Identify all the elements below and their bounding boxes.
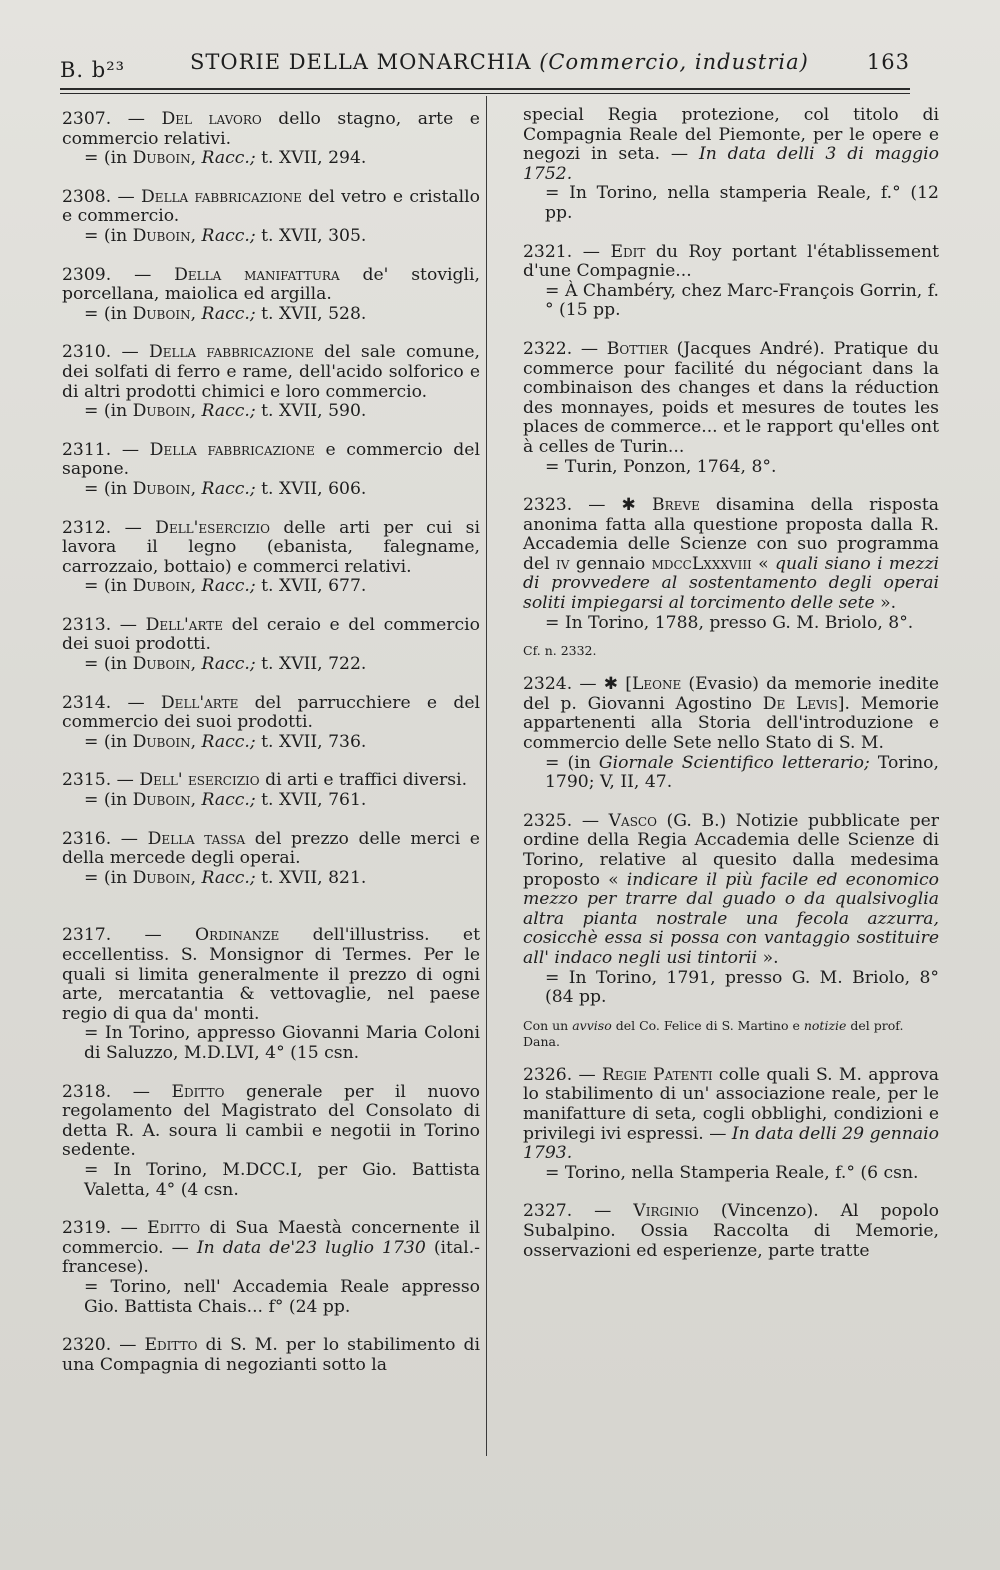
- entry-number: 2309.: [62, 264, 112, 285]
- entry-number: 2316.: [62, 828, 112, 849]
- entry-imprint: = In Torino, 1791, presso G. M. Briolo, 8° (84 pp.: [545, 967, 939, 1008]
- entry-lead: Della fabbricazione: [148, 342, 314, 363]
- work-title: Racc.;: [196, 148, 256, 169]
- entry-2313: 2313. — Dell'arte del ceraio e del commercio dei suoi prodotti. = (in Duboin, Racc.; t. XVII, 722.: [62, 614, 480, 675]
- entry-lead: Breve: [652, 495, 700, 516]
- entry-number: 2323.: [523, 495, 573, 516]
- signature-mark: B. b²³: [60, 58, 126, 82]
- entry-text: di S. M. per lo stabilimento di una Compagnia di negozianti sotto la: [62, 1335, 480, 1375]
- entry-imprint: = (in Duboin, Racc.; t. XVII, 590.: [84, 401, 367, 422]
- author-name: Duboin,: [132, 867, 197, 888]
- column-divider: [486, 96, 487, 1456]
- entry-imprint: = (in Duboin, Racc.; t. XVII, 761.: [84, 790, 367, 811]
- entry-imprint: = À Chambéry, chez Marc-François Gorrin, f.° (15 pp.: [545, 280, 939, 321]
- entry-date: In data delli 3 di maggio 1752.: [523, 144, 939, 184]
- entry-quote: quali siano i mezzi di provvedere al sostentamento degli operai soliti impiegarsi al torcimento delle sete: [523, 553, 940, 614]
- entry-date: In data de'23 luglio 1730: [196, 1237, 426, 1258]
- entry-imprint: = (in Duboin, Racc.; t. XVII, 821.: [84, 867, 367, 888]
- work-title: Racc.;: [196, 731, 256, 752]
- entry-imprint: = In Torino, appresso Giovanni Maria Coloni di Saluzzo, M.D.LVI, 4° (15 csn.: [84, 1023, 480, 1063]
- entry-2325: 2325. — Vasco (G. B.) Notizie pubblicate per ordine della Regia Accademia delle Scienze di Torino, relative al quesito dalla medesima proposto « indicare il più facile ed economico mezzo per trarre dal guado o da qualsivoglia altra pianta nostrale una fecola azzurra, cosicchè essa si possa con vantaggio sostituire all' indaco negli usi tintorii ». = In Torino, 1791, presso G. M. Briolo, 8° (84 pp.: [523, 810, 939, 1008]
- entry-imprint: = (in Duboin, Racc.; t. XVII, 528.: [84, 303, 367, 324]
- entry-imprint: = In Torino, M.DCC.I, per Gio. Battista Valetta, 4° (4 csn.: [84, 1159, 480, 1200]
- entry-2307: 2307. — Del lavoro dello stagno, arte e commercio relativi. = (in Duboin, Racc.; t. XVII, 294.: [62, 109, 480, 169]
- entry-date: In data delli 29 gennaio 1793.: [523, 1123, 939, 1164]
- entry-2320: 2320. — Editto di S. M. per lo stabilimento di una Compagnia di negozianti sotto la: [62, 1335, 480, 1375]
- entry-lead: Bottier: [606, 338, 668, 359]
- work-title: Racc.;: [196, 303, 256, 324]
- entry-text: del vetro e cristallo e commercio.: [62, 186, 480, 227]
- entry-text: ».: [874, 593, 897, 614]
- entry-2322: 2322. — Bottier (Jacques André). Pratique du commerce pour facilité du négociant dans la combinaison des changes et dans la réduction des monnayes, poids et mesures de toutes les places de commerce... et le rapport qu'elles ont à celles de Turin... = Turin, Ponzon, 1764, 8°.: [523, 338, 939, 477]
- entry-imprint: = Torino, nell' Accademia Reale appresso Gio. Battista Chais... f° (24 pp.: [84, 1276, 480, 1317]
- entry-text: del prezzo delle merci e della mercede degli operai.: [62, 828, 480, 869]
- work-title: Racc.;: [196, 478, 256, 499]
- entry-imprint: = In Torino, nella stamperia Reale, f.° (12 pp.: [545, 183, 939, 223]
- entry-2308: 2308. — Della fabbricazione del vetro e cristallo e commercio. = (in Duboin, Racc.; t. XVII, 305.: [62, 186, 480, 246]
- page-number: 163: [866, 50, 910, 74]
- entry-number: 2327.: [523, 1201, 573, 1222]
- entry-text: delle arti per cui si lavora il legno (ebanista, falegname, carrozzaio, bottaio) e commerci relativi.: [62, 517, 480, 577]
- entry-number: 2321.: [523, 241, 573, 262]
- entry-lead: Editto: [144, 1335, 198, 1356]
- entry-number: 2308.: [62, 186, 112, 207]
- author-name: Duboin,: [132, 225, 197, 246]
- entry-number: 2318.: [62, 1081, 112, 1102]
- entry-number: 2322.: [523, 338, 573, 359]
- entry-number: 2310.: [62, 342, 112, 363]
- entry-2320-continued: [523, 106, 939, 224]
- entry-date-roman: iv: [556, 553, 570, 574]
- entry-imprint: = In Torino, 1788, presso G. M. Briolo, 8°.: [545, 612, 914, 633]
- entry-text-end: (ital.-francese).: [62, 1237, 480, 1278]
- entry-number: 2311.: [62, 439, 112, 460]
- entry-number: 2325.: [523, 810, 573, 831]
- entry-lead: [Leone: [625, 674, 682, 695]
- header-rule-thin: [60, 93, 910, 94]
- entry-text: di arti e traffici diversi.: [259, 770, 468, 791]
- author-name: Duboin,: [132, 303, 197, 324]
- entry-imprint: = (in Duboin, Racc.; t. XVII, 736.: [84, 731, 367, 752]
- entry-text: de' stovigli, porcellana, maiolica ed argilla.: [62, 264, 480, 305]
- entry-lead: Dell'arte: [160, 692, 239, 713]
- entry-2315: 2315. — Dell' esercizio di arti e traffici diversi. = (in Duboin, Racc.; t. XVII, 761.: [62, 771, 480, 810]
- entry-text: gennaio: [569, 553, 652, 574]
- author-name: Duboin,: [132, 478, 197, 499]
- entry-text: e commercio del sapone.: [62, 439, 480, 480]
- entry-lead-2: De Levis: [762, 693, 838, 714]
- entry-2318: 2318. — Editto generale per il nuovo regolamento del Magistrato del Consolato di detta R. A. soura li cambii e negotii in Torino sedente. = In Torino, M.DCC.I, per Gio. Battista Valetta, 4° (4 csn.: [62, 1081, 480, 1200]
- entry-text: ]. Memorie appartenenti alla Storia dell'introduzione e commercio delle Sete nello Stato di S. M.: [523, 693, 939, 754]
- left-column: [62, 110, 480, 1394]
- entry-text: di Sua Maestà concernente il commercio. —: [62, 1218, 480, 1258]
- entry-2311: 2311. — Della fabbricazione e commercio del sapone. = (in Duboin, Racc.; t. XVII, 606.: [62, 439, 480, 499]
- entry-year-roman: mdccLxxxviii: [651, 553, 752, 574]
- running-header: [60, 50, 910, 84]
- entry-2321: 2321. — Edit du Roy portant l'établissement d'une Compagnie... = À Chambéry, chez Marc-François Gorrin, f.° (15 pp.: [523, 241, 939, 321]
- author-name: Duboin,: [132, 401, 197, 422]
- author-name: Duboin,: [132, 731, 197, 752]
- entry-number: 2313.: [62, 614, 112, 635]
- header-rule: [60, 88, 910, 90]
- entry-2310: 2310. — Della fabbricazione del sale comune, dei solfati di ferro e rame, dell'acido solforico e di altri prodotti chimici e loro commercio. = (in Duboin, Racc.; t. XVII, 590.: [62, 342, 480, 422]
- entry-2324: 2324. — ✱ [Leone (Evasio) da memorie inedite del p. Giovanni Agostino De Levis]. Memorie appartenenti alla Storia dell'introduzione e commercio delle Sete nello Stato di S. M. = (in Giornale Scientifico letterario; Torino, 1790; V, II, 47.: [523, 674, 940, 793]
- entry-text: (Jacques André). Pratique du commerce pour facilité du négociant dans la combinaison des changes et dans la réduction des monnayes, poids et mesures de toutes les places de commerce... et le rapport qu'elles ont à celles de Turin...: [523, 338, 939, 457]
- entry-imprint: = (in Giornale Scientifico letterario; Torino, 1790; V, II, 47.: [545, 752, 939, 793]
- work-title: Racc.;: [196, 654, 256, 675]
- entry-number: 2326.: [523, 1064, 573, 1085]
- entry-2327: 2327. — Virginio (Vincenzo). Al popolo Subalpino. Ossia Raccolta di Memorie, osservazioni ed esperienze, parte tratte: [523, 1201, 939, 1261]
- entry-text: dell'illustriss. et eccellentiss. S. Monsignor di Termes. Per le quali si limita generalmente il prezzo di ogni arte, mercatantia & vettovaglie, nel paese regio di qua da' monti.: [62, 925, 480, 1024]
- entry-number: 2307.: [62, 109, 112, 129]
- author-name: Duboin,: [132, 654, 197, 675]
- entry-lead: Del lavoro: [161, 109, 262, 129]
- entry-imprint: = (in Duboin, Racc.; t. XVII, 305.: [84, 225, 367, 246]
- entry-text: del parrucchiere e del commercio dei suoi prodotti.: [62, 692, 480, 733]
- entry-lead: Edit: [610, 241, 646, 262]
- work-title: Racc.;: [196, 790, 256, 811]
- author-name: Duboin,: [132, 148, 197, 169]
- entry-imprint: = Turin, Ponzon, 1764, 8°.: [545, 456, 777, 477]
- entry-text: generale per il nuovo regolamento del Magistrato del Consolato di detta R. A. soura li cambii e negotii in Torino sedente.: [62, 1081, 480, 1161]
- entry-2317: 2317. — Ordinanze dell'illustriss. et eccellentiss. S. Monsignor di Termes. Per le quali si limita generalmente il prezzo di ogni arte, mercatantia & vettovaglie, nel paese regio di qua da' monti. = In Torino, appresso Giovanni Maria Coloni di Saluzzo, M.D.LVI, 4° (15 csn.: [62, 925, 480, 1063]
- entry-note: Con un avviso del Co. Felice di S. Martino e notizie del prof. Dana.: [523, 1017, 904, 1049]
- entry-2316: 2316. — Della tassa del prezzo delle merci e della mercede degli operai. = (in Duboin, Racc.; t. XVII, 821.: [62, 828, 480, 888]
- work-title: Racc.;: [196, 576, 256, 597]
- entry-lead: Della manifattura: [174, 264, 340, 285]
- entry-text: (Vincenzo). Al popolo Subalpino. Ossia Raccolta di Memorie, osservazioni ed esperienze, parte tratte: [523, 1201, 939, 1261]
- asterisk-icon: ✱: [621, 495, 636, 516]
- author-name: Duboin,: [132, 576, 197, 597]
- entry-lead: Editto: [147, 1218, 201, 1239]
- author-name: Duboin,: [132, 790, 197, 811]
- work-title: Racc.;: [196, 225, 256, 246]
- entry-number: 2312.: [62, 517, 112, 538]
- entry-imprint: = (in Duboin, Racc.; t. XVII, 722.: [84, 654, 367, 675]
- entry-lead: Dell' esercizio: [139, 770, 260, 791]
- entry-text: ».: [757, 947, 779, 968]
- entry-2326: 2326. — Regie Patenti colle quali S. M. approva lo stabilimento di un' associazione reale, per le manifatture di seta, cogli obblighi, condizioni e privilegi ivi espressi. — In data delli 29 gennaio 1793. = Torino, nella Stamperia Reale, f.° (6 csn.: [523, 1064, 939, 1183]
- entry-number: 2320.: [62, 1335, 112, 1356]
- entry-imprint: = Torino, nella Stamperia Reale, f.° (6 csn.: [545, 1162, 919, 1183]
- entry-quote: indicare il più facile ed economico mezzo per trarre dal guado o da qualsivoglia altra pianta nostrale una fecola azzurra, cosicchè essa si possa con vantaggio sostituire all' indaco negli usi tintorii: [523, 869, 939, 968]
- entry-text: «: [751, 553, 776, 574]
- running-title: STORIE DELLA MONARCHIA (Commercio, industria): [190, 50, 809, 74]
- entry-imprint: = (in Duboin, Racc.; t. XVII, 294.: [84, 148, 367, 169]
- entry-2312: 2312. — Dell'esercizio delle arti per cui si lavora il legno (ebanista, falegname, carrozzaio, bottaio) e commerci relativi. = (in Duboin, Racc.; t. XVII, 677.: [62, 517, 480, 597]
- entry-2314: 2314. — Dell'arte del parrucchiere e del commercio dei suoi prodotti. = (in Duboin, Racc.; t. XVII, 736.: [62, 692, 480, 752]
- entry-number: 2315.: [62, 770, 112, 791]
- running-subtitle: (Commercio, industria): [539, 50, 809, 74]
- entry-text: special Regia protezione, col titolo di Compagnia Reale del Piemonte, per le opere e negozi in seta. —: [523, 105, 939, 165]
- entry-number: 2324.: [523, 674, 573, 695]
- right-column: [523, 106, 939, 1280]
- entry-lead: Della fabbricazione: [141, 186, 302, 207]
- entry-number: 2314.: [62, 692, 112, 713]
- entry-lead: Della tassa: [147, 828, 246, 849]
- entry-2323: 2323. — ✱ Breve disamina della risposta anonima fatta alla questione proposta dalla R. Accademia delle Scienze con suo programma del iv gennaio mdccLxxxviii « quali siano i mezzi di provvedere al sostentamento degli operai soliti impiegarsi al torcimento delle sete ». = In Torino, 1788, presso G. M. Briolo, 8°.: [523, 495, 940, 633]
- entry-2319: 2319. — Editto di Sua Maestà concernente il commercio. — In data de'23 luglio 1730 (ital.-francese). = Torino, nell' Accademia Reale appresso Gio. Battista Chais... f° (24 pp.: [62, 1218, 480, 1317]
- entry-note: Cf. n. 2332.: [523, 643, 597, 659]
- entry-lead: Dell'esercizio: [155, 517, 270, 538]
- entry-lead: Virginio: [633, 1201, 699, 1222]
- entry-text: del ceraio e del commercio dei suoi prodotti.: [62, 614, 480, 655]
- entry-lead: Ordinanze: [195, 925, 280, 946]
- entry-text: colle quali S. M. approva lo stabilimento di un' associazione reale, per le manifatture di seta, cogli obblighi, condizioni e privilegi ivi espressi. —: [523, 1064, 939, 1144]
- entry-text: disamina della risposta anonima fatta alla questione proposta dalla R. Accademia delle Scienze con suo programma del: [523, 495, 939, 574]
- entry-2309: 2309. — Della manifattura de' stovigli, porcellana, maiolica ed argilla. = (in Duboin, Racc.; t. XVII, 528.: [62, 264, 480, 324]
- entry-text: du Roy portant l'établissement d'une Compagnie...: [523, 241, 939, 282]
- entry-imprint: = (in Duboin, Racc.; t. XVII, 677.: [84, 576, 367, 597]
- entry-text: dello stagno, arte e commercio relativi.: [62, 109, 480, 149]
- entry-lead: Dell'arte: [145, 614, 224, 635]
- entry-lead: Vasco: [608, 810, 657, 831]
- entry-lead: Della fabbricazione: [149, 439, 315, 460]
- entry-text: (G. B.) Notizie pubblicate per ordine della Regia Accademia delle Scienze di Torino, relative al quesito dalla medesima proposto «: [523, 810, 939, 890]
- work-title: Racc.;: [196, 867, 256, 888]
- entry-lead: Regie Patenti: [601, 1064, 713, 1085]
- work-title: Racc.;: [196, 401, 256, 422]
- entry-text: (Evasio) da memorie inedite del p. Giovanni Agostino: [523, 674, 940, 714]
- entry-lead: Editto: [171, 1081, 225, 1102]
- entry-imprint: = (in Duboin, Racc.; t. XVII, 606.: [84, 478, 367, 499]
- entry-number: 2317.: [62, 925, 112, 946]
- entry-text: del sale comune, dei solfati di ferro e rame, dell'acido solforico e di altri prodotti chimici e loro commercio.: [62, 342, 480, 402]
- entry-number: 2319.: [62, 1218, 112, 1239]
- asterisk-icon: ✱: [603, 674, 619, 695]
